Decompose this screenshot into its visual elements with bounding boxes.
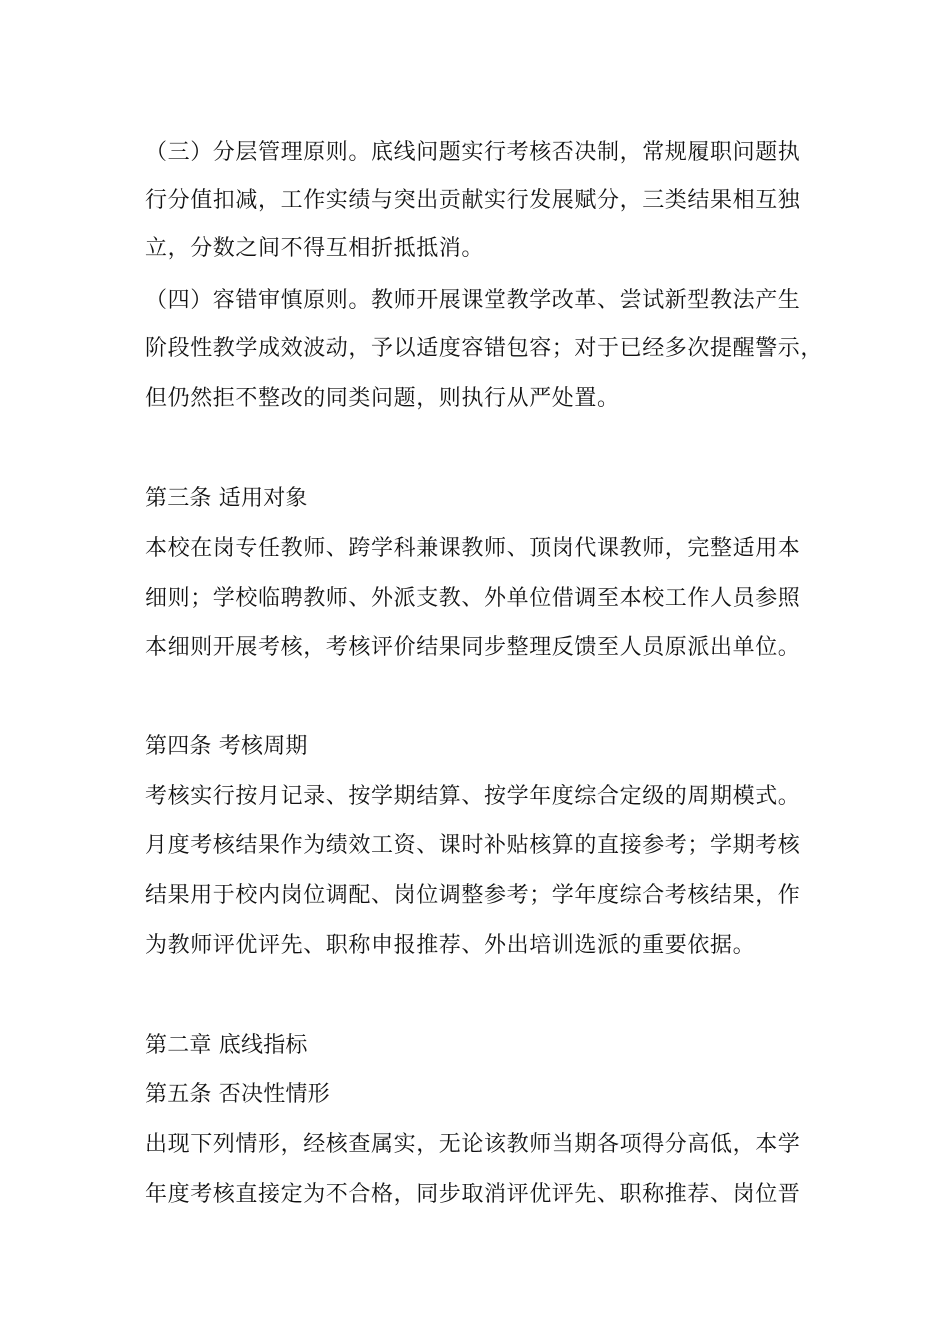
article-3-title: 第三条 适用对象 xyxy=(145,486,308,511)
principle-3-line-1: （三）分层管理原则。底线问题实行考核否决制，常规履职问题执 xyxy=(145,140,801,165)
article-5-line-2: 年度考核直接定为不合格，同步取消评优评先、职称推荐、岗位晋 xyxy=(145,1182,801,1207)
principle-3-line-2: 行分值扣减，工作实绩与突出贡献实行发展赋分，三类结果相互独 xyxy=(145,188,801,213)
article-4-line-4: 为教师评优评先、职称申报推荐、外出培训选派的重要依据。 xyxy=(145,933,756,958)
principle-4-line-3: 但仍然拒不整改的同类问题，则执行从严处置。 xyxy=(145,386,620,411)
article-3-line-1: 本校在岗专任教师、跨学科兼课教师、顶岗代课教师，完整适用本 xyxy=(145,536,801,561)
article-4-line-3: 结果用于校内岗位调配、岗位调整参考；学年度综合考核结果，作 xyxy=(145,883,801,908)
principle-3-line-3: 立，分数之间不得互相折抵抵消。 xyxy=(145,236,485,261)
article-4-line-2: 月度考核结果作为绩效工资、课时补贴核算的直接参考；学期考核 xyxy=(145,833,801,858)
principle-4-line-1: （四）容错审慎原则。教师开展课堂教学改革、尝试新型教法产生 xyxy=(145,288,801,313)
article-3-line-2: 细则；学校临聘教师、外派支教、外单位借调至本校工作人员参照 xyxy=(145,586,801,611)
article-5-title: 第五条 否决性情形 xyxy=(145,1082,330,1107)
article-4-title: 第四条 考核周期 xyxy=(145,734,308,759)
article-3-line-3: 本细则开展考核，考核评价结果同步整理反馈至人员原派出单位。 xyxy=(145,635,801,660)
article-5-line-1: 出现下列情形，经核查属实，无论该教师当期各项得分高低，本学 xyxy=(145,1132,801,1157)
chapter-2-title: 第二章 底线指标 xyxy=(145,1033,308,1058)
article-4-line-1: 考核实行按月记录、按学期结算、按学年度综合定级的周期模式。 xyxy=(145,784,801,809)
principle-4-line-2: 阶段性教学成效波动，予以适度容错包容；对于已经多次提醒警示， xyxy=(145,336,824,361)
